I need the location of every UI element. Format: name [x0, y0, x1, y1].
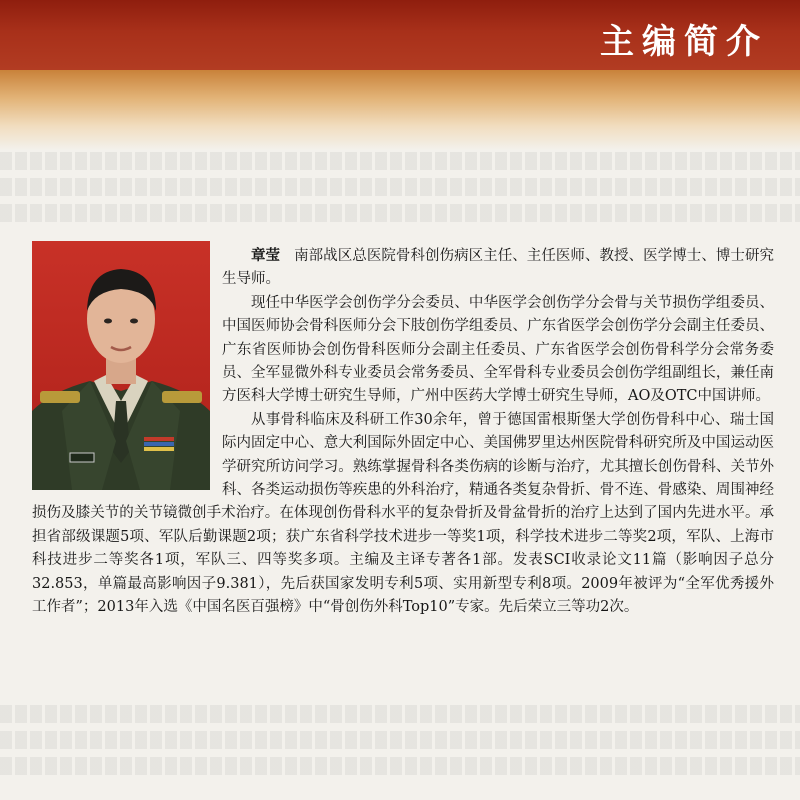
page-title: 主编简介: [600, 22, 768, 62]
show-through-text: [0, 178, 800, 196]
show-through-text: [0, 204, 800, 222]
show-through-text: [0, 757, 800, 775]
editor-name: 章莹: [251, 247, 281, 264]
show-through-text: [0, 705, 800, 723]
bio-text: [32, 244, 774, 620]
photo-spacer: [32, 244, 222, 494]
show-through-text: [0, 731, 800, 749]
bio-positions: 现任中华医学会创伤学分会委员、中华医学会创伤学分会骨与关节损伤学组委员、中国医师协会骨科医师分会下肢创伤学组委员、广东省医学会创伤学分会副主任委员、广东省医师协会创伤骨科医师分会副主任委员、广东省医学会创伤骨科学分会常务委员、全军显微外科专业委员会常务委员、全军骨科专业委员会创伤学组副组长，兼任南方医科大学博士研究生导师，广州中医药大学博士研究生导师，AO及OTC中国讲师。: [222, 294, 774, 405]
header-band: [0, 0, 800, 70]
header-gradient: [0, 70, 800, 150]
show-through-text: [0, 152, 800, 170]
editor-title: 南部战区总医院骨科创伤病区主任、主任医师、教授、医学博士、博士研究生导师。: [222, 248, 775, 288]
bio-career: 从事骨科临床及科研工作30余年，曾于德国雷根斯堡大学创伤骨科中心、瑞士国际内固定中心、意大利国际外固定中心、美国佛罗里达州医院骨科研究所及中国运动医学研究所访问学习。熟练掌握骨科各类伤病的诊断与治疗，尤其擅长创伤骨科、关节外科、各类运动损伤等疾患的外科治疗，精通各类复杂骨折、骨不连、骨感染、周围神经损伤及膝关节的关节镜微创手术治疗。在体现创伤骨科水平的复杂骨折及骨盆骨折的治疗上达到了国内先进水平。承担省部级课题5项、军队后勤课题2项；获广东省科学技术进步一等奖1项，科学技术进步二等奖2项，军队、上海市科技进步二等奖各1项，军队三、四等奖多项。主编及主译专著各1部。发表SCI收录论文11篇（影响因子总分32.853，单篇最高影响因子9.381），先后获国家发明专利5项、实用新型专利8项。2009年被评为“全军优秀援外工作者”；2013年入选《中国名医百强榜》中“骨创伤外科Top10”专家。先后荣立三等功2次。: [32, 411, 774, 616]
